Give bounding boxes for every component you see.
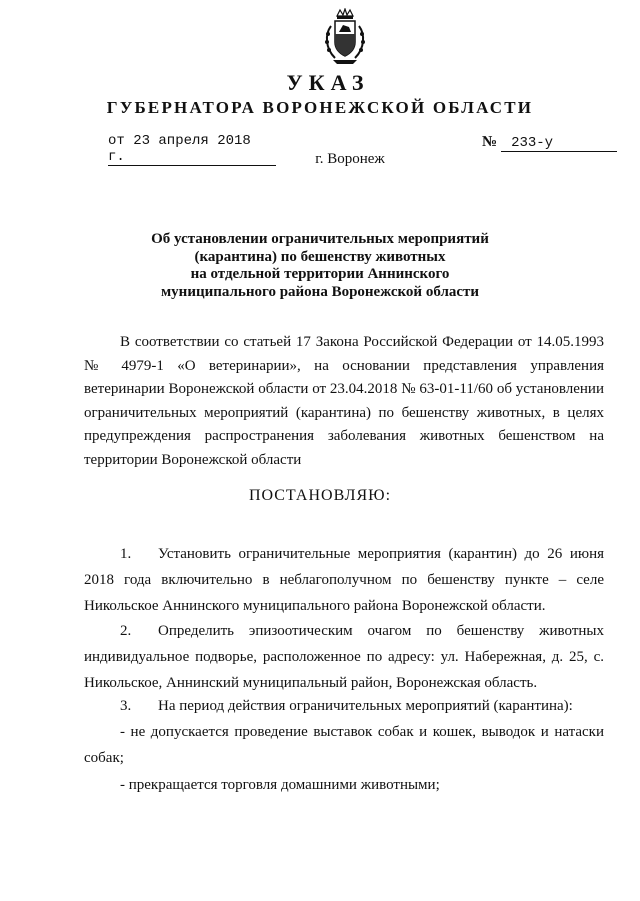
document-number <box>482 134 617 152</box>
coat-of-arms-icon <box>321 8 369 66</box>
subject-line: на отдельной территории Аннинского <box>190 266 450 282</box>
number-label: № <box>482 134 498 150</box>
decree-heading: ПОСТАНОВЛЯЮ: <box>248 487 392 504</box>
item-paragraph-1 <box>84 541 604 619</box>
city: г. Воронеж <box>315 151 385 167</box>
document-date: от 23 апреля 2018 г. <box>108 133 276 166</box>
document-subtitle: ГУБЕРНАТОРА ВОРОНЕЖСКОЙ ОБЛАСТИ <box>106 98 534 117</box>
item-text: Определить эпизоотическим очагом по бешенству животных индивидуальное подворье, расположенное по адресу: ул. Набережная, д. 25, с. Никольское, Аннинский муниципальный район, Воронежская область. <box>84 623 604 691</box>
item-number: 2. <box>120 623 132 639</box>
item-text: Установить ограничительные мероприятия (карантин) до 26 июня 2018 года включительно в неблагополучном по бешенству пункте – селе Никольское Аннинского муниципального района Воронежской области. <box>84 546 604 614</box>
document-title: УКАЗ <box>286 70 370 95</box>
item-paragraph-2 <box>84 618 604 696</box>
subject-line: (карантина) по бешенству животных <box>194 248 446 265</box>
subject-line: Об установлении ограничительных мероприятий <box>151 231 489 247</box>
item-text: На период действия ограничительных мероприятий (карантина): <box>158 698 573 714</box>
subject-line: муниципального района Воронежской области <box>160 283 480 300</box>
number-value: 233-у <box>501 135 617 152</box>
preamble-paragraph: В соответствии со статьей 17 Закона Российской Федерации от 14.05.1993 № 4979-1 «О ветеринарии», на основании представления управления ветеринарии Воронежской области от 23.04.2018 № 63-01-11/60 об установлении ограничительных мероприятий (карантина) по бешенству животных, в целях предупреждения распространения заболевания животных бешенством на территории Воронежской области <box>84 334 604 468</box>
document-subject <box>0 231 640 301</box>
subitem-paragraph: - прекращается торговля домашними животными; <box>120 777 440 793</box>
item-number: 3. <box>120 698 132 714</box>
item-paragraph-3 <box>84 693 604 719</box>
item-number: 1. <box>120 546 132 562</box>
subitem-paragraph: - не допускается проведение выставок собак и кошек, выводок и натаски собак; <box>84 724 604 766</box>
